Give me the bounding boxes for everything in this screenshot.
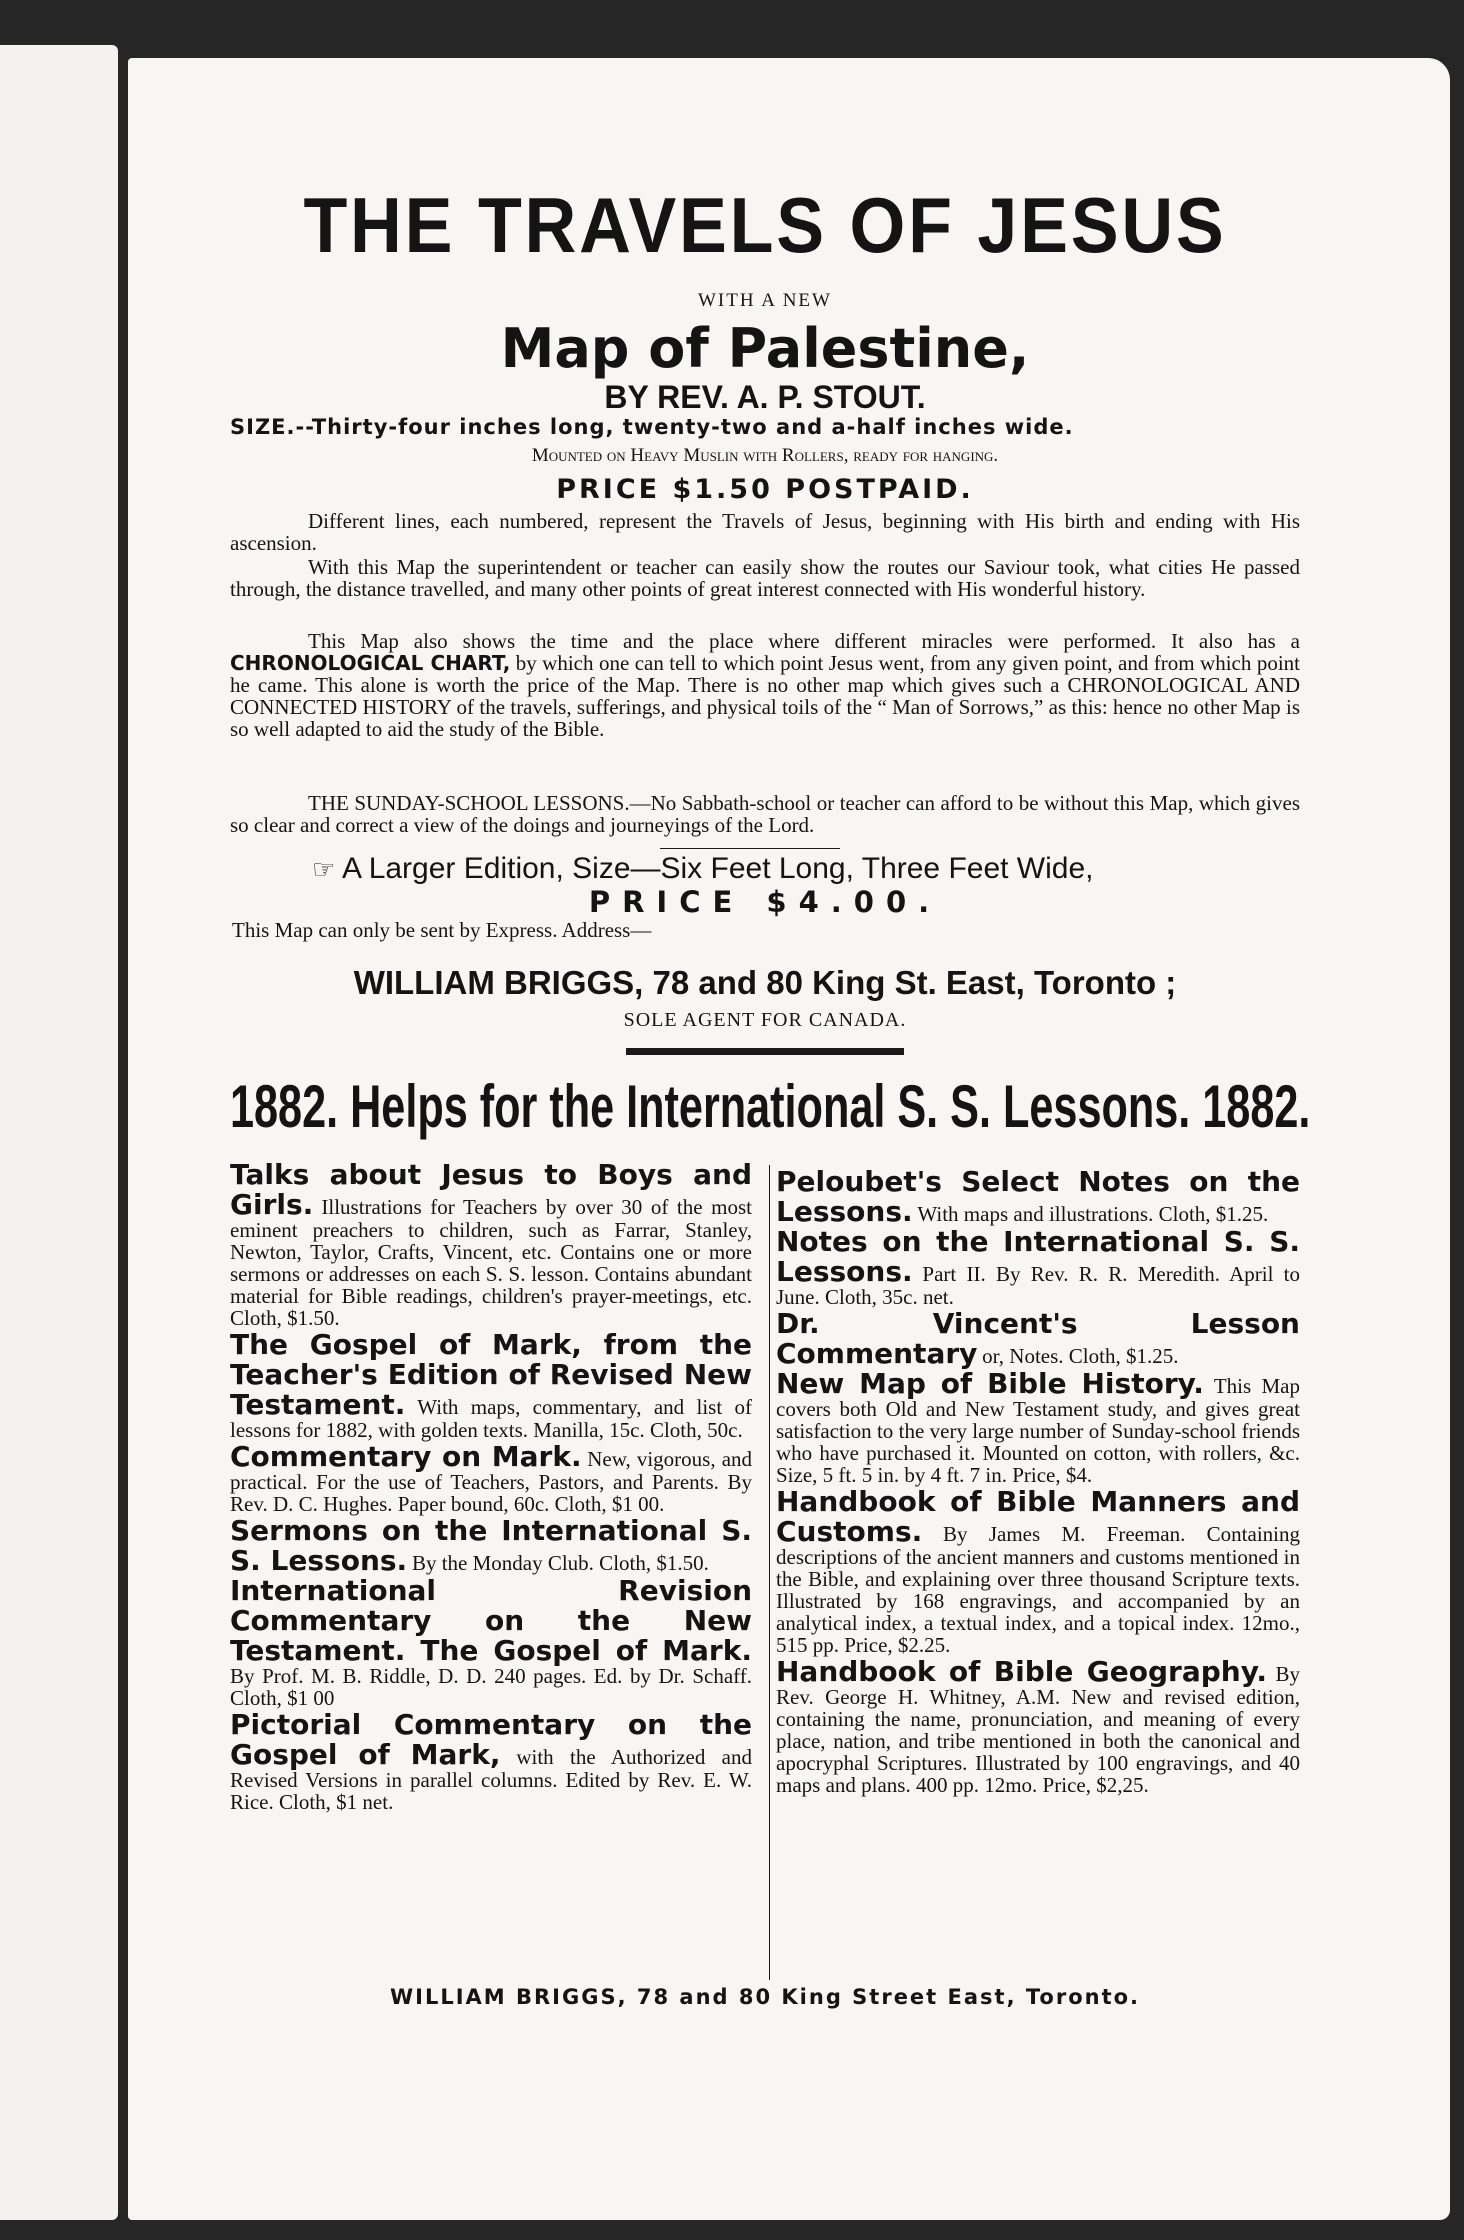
paragraph-routes: With this Map the superintendent or teacher can easily show the routes our Saviour took, what cities He passed through, the distance travelled, and many other points of great interest connected with His wonderful history. xyxy=(230,555,1300,601)
thick-divider xyxy=(626,1048,904,1055)
express-line: This Map can only be sent by Express. Address— xyxy=(232,918,652,942)
entry-revision-commentary xyxy=(230,1576,752,1710)
pointing-hand-icon: ☞ xyxy=(312,854,336,884)
entry-sermons-ss-lessons xyxy=(230,1516,752,1576)
entry-description: Illustrations for Teachers by over 30 of the most eminent preachers to children, such as Farrar, Stanley, Newton, Taylor, Crafts, Vincent, etc. Contains one or more sermons or addresses on each S. S. lesson. Contains abundant material for Bible readings, children's prayer-meetings, etc. Cloth, $1.50. xyxy=(230,1195,753,1330)
entry-description: Part II. By Rev. R. R. Meredith. April to June. Cloth, 35c. net. xyxy=(776,1262,1301,1309)
short-divider xyxy=(660,848,840,849)
paragraph-chronological xyxy=(230,630,1300,740)
entry-title: Talks about Jesus to Boys and Girls. xyxy=(230,1158,752,1221)
entry-description: By James M. Freeman. Containing descriptions of the ancient manners and customs mentioned in the Bible, and explaining over three thousand Scripture texts. Illustrated by 168 engravings, and accompanied by an analytical index, a textual index, and a topical index. 12mo., 515 pp. Price, $2.25. xyxy=(776,1522,1300,1657)
entry-description: New, vigorous, and practical. For the use of Teachers, Pastors, and Parents. By Rev. D. C. Hughes. Paper bound, 60c. Cloth, $1 00. xyxy=(230,1447,753,1516)
helps-heading: 1882. Helps for the International S. S. Lessons. 1882. xyxy=(230,1073,1311,1140)
entry-title: Handbook of Bible Geography. xyxy=(776,1655,1268,1688)
entry-description: By Rev. George H. Whitney, A.M. New and revised edition, containing the name, pronunciation, and meaning of every place, nation, and tribe mentioned in both the canonical and apocryphal Scriptures. Illustrated by 100 engravings, and 40 maps and plans. 400 pp. 12mo. Price, $2,25. xyxy=(776,1662,1300,1797)
entry-title: Commentary on Mark. xyxy=(230,1440,582,1473)
entry-description: By Prof. M. B. Riddle, D. D. 240 pages. Ed. by Dr. Schaff. Cloth, $1 00 xyxy=(230,1664,752,1710)
footer-publisher: WILLIAM BRIGGS, 78 and 80 King Street East, Toronto. xyxy=(389,1985,1141,2009)
mounted-line: Mounted on Heavy Muslin with Rollers, ready for hanging. xyxy=(531,445,999,466)
entry-title: Notes on the International S. S. Lessons. xyxy=(776,1225,1300,1288)
paragraph-chronological-b: by which one can tell to which point Jesus went, from any given point, and from which point he came. This alone is worth the price of the Map. There is no other map which gives such a CHRONOLOGICAL AND CONNECTED HISTORY of the travels, sufferings, and physical toils of the “ Man of Sorrows,” as this: hence no other Map is so well adapted to aid the study of the Bible. xyxy=(230,651,1300,741)
larger-edition-line xyxy=(312,852,1292,886)
publisher-address: WILLIAM BRIGGS, 78 and 80 King St. East, Toronto ; xyxy=(353,964,1177,1001)
entry-manners-customs xyxy=(776,1487,1300,1657)
entry-title: Sermons on the International S. S. Lessons. xyxy=(230,1514,752,1577)
entry-gospel-of-mark xyxy=(230,1330,752,1442)
column-divider xyxy=(769,1165,770,1980)
sole-agent: SOLE AGENT FOR CANADA. xyxy=(623,1009,907,1031)
entry-notes-international xyxy=(776,1227,1300,1309)
entry-description: This Map covers both Old and New Testament study, and gives great satisfaction to the very large number of Sunday-school friends who have purchased it. Mounted on cotton, with rollers, &c. Size, 5 ft. 5 in. by 4 ft. 7 in. Price, $4. xyxy=(776,1374,1300,1487)
map-size: SIZE.--Thirty-four inches long, twenty-two and a-half inches wide. xyxy=(230,415,1074,439)
entry-title: The Gospel of Mark, from the Teacher's Edition of Revised New Testament. xyxy=(230,1328,752,1421)
larger-edition-text: A Larger Edition, Size—Six Feet Long, Three Feet Wide, xyxy=(342,852,1094,885)
paragraph-intro: Different lines, each numbered, represent the Travels of Jesus, beginning with His birth and ending with His ascension. xyxy=(230,509,1300,555)
price-line: PRICE $1.50 POSTPAID. xyxy=(556,474,974,505)
entry-vincents-commentary xyxy=(776,1309,1300,1369)
entry-title: Handbook of Bible Manners and Customs. xyxy=(776,1485,1300,1548)
with-a-new: WITH A NEW xyxy=(698,290,832,311)
entry-bible-geography xyxy=(776,1657,1300,1797)
map-author: BY REV. A. P. STOUT. xyxy=(604,379,926,415)
entry-talks-about-jesus xyxy=(230,1160,752,1330)
larger-price: PRICE $4.00. xyxy=(588,885,942,919)
chronological-chart-bold: CHRONOLOGICAL CHART, xyxy=(230,651,511,675)
paragraph-chronological-a: This Map also shows the time and the place where different miracles were performed. It also has a xyxy=(308,629,1300,653)
entry-peloubets-notes xyxy=(776,1167,1300,1227)
entry-pictorial-commentary xyxy=(230,1710,752,1814)
entry-description: with the Authorized and Revised Versions in parallel columns. Edited by Rev. E. W. Rice. Cloth, $1 net. xyxy=(230,1745,753,1814)
entry-title: International Revision Commentary on the New Testament. The Gospel of Mark. xyxy=(230,1574,752,1667)
left-column xyxy=(230,1160,752,1814)
entry-title: Dr. Vincent's Lesson Commentary xyxy=(776,1307,1300,1370)
adjacent-page-edge xyxy=(0,45,118,2220)
entry-commentary-on-mark xyxy=(230,1442,752,1516)
entry-description: With maps and illustrations. Cloth, $1.25. xyxy=(917,1202,1269,1226)
entry-description: With maps, commentary, and list of lessons for 1882, with golden texts. Manilla, 15c. Cloth, 50c. xyxy=(230,1395,753,1442)
map-title: Map of Palestine, xyxy=(500,317,1030,380)
entry-description: or, Notes. Cloth, $1.25. xyxy=(982,1344,1179,1368)
entry-title: Peloubet's Select Notes on the Lessons. xyxy=(776,1165,1300,1228)
entry-new-map-bible-history xyxy=(776,1369,1300,1487)
entry-description: By the Monday Club. Cloth, $1.50. xyxy=(411,1551,709,1575)
right-column xyxy=(776,1167,1300,1797)
entry-title: Pictorial Commentary on the Gospel of Mark, xyxy=(230,1708,752,1771)
advert-title: THE TRAVELS OF JESUS xyxy=(303,181,1227,269)
paragraph-sunday-school: THE SUNDAY-SCHOOL LESSONS.—No Sabbath-school or teacher can afford to be without this Map, which gives so clear and correct a view of the doings and journeyings of the Lord. xyxy=(230,791,1300,837)
entry-title: New Map of Bible History. xyxy=(776,1367,1204,1400)
